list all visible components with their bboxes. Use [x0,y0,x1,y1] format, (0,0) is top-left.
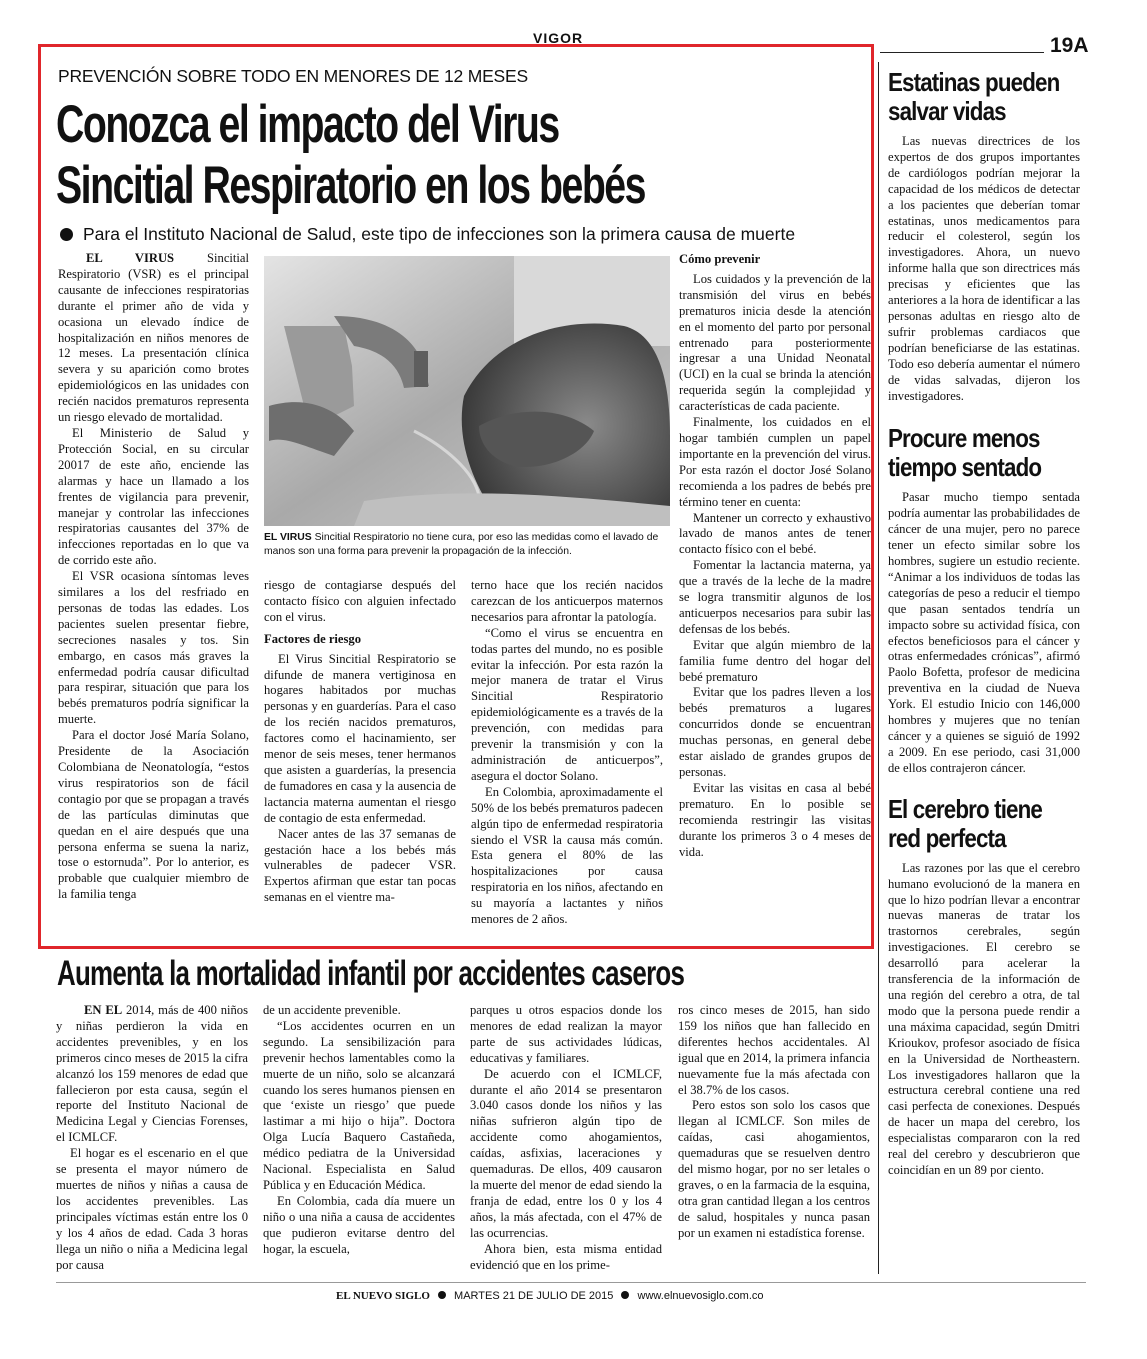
side-story-2 [888,490,1080,776]
sidebar [888,68,1080,1179]
section-name: VIGOR [533,30,584,46]
lead-in: EN EL [84,1003,123,1017]
paragraph: Fomentar la lactancia materna, ya que a través de la leche de la madre se logra transmitir algunos de los anticuerpos necesarios para subir las defensas de los bebés. [679,558,871,636]
subtitle [60,224,795,245]
paragraph: Para el doctor José María Solano, Presidente de la Asociación Colombiana de Neonatología, “estos virus respiratorios son de fácil contagio por que se propagan a través de las partículas diminutas que quedan en el aire después que una persona enferma se suena la nariz, tose o estornuda”. Por lo anterior, es probable que cualquier miembro de la familia tenga [58,728,249,902]
paragraph: Pero estos son solo los casos que llegan al ICMLCF. Son miles de caídas, casi ahogamientos, quemaduras que se resuelven dentro del mismo hogar, por no ser letales o graves, o en la farmacia de la esquina, otra gran cantidad llegan a los centros de salud, hospitales y nunca pasan por un examen ni estadística forense. [678,1098,870,1240]
side-headline-3 [888,795,1053,853]
paragraph: de un accidente prevenible. [263,1003,401,1017]
newspaper-name: EL NUEVO SIGLO [336,1290,430,1302]
main-col-2 [264,578,456,906]
paragraph: “Como el virus se encuentra en todas partes del mundo, no es posible evitar la infección. Por esta razón la mejor manera de tratar el Virus Sincitial Respiratorio epidemiológicamente es a través de la prevención, con medidas para prevenir la transmisión y con la administración de anticuerpos”, asegura el doctor Solano. [471,625,663,783]
page-number: 19A [1050,34,1089,57]
kicker: PREVENCIÓN SOBRE TODO EN MENORES DE 12 MESES [58,66,528,86]
main-col-3 [471,578,663,928]
lead-in: EL VIRUS [86,251,175,265]
paragraph: Los cuidados y la prevención de la transmisión del virus en bebés prematuros inicia desde la atención en el momento del parto por personal entrenado para posteriormente ingresar a una Unidad Neonatal (UCI) en la cual se brinda la atención requerida según la complejidad y características de cada paciente. [679,271,871,414]
paragraph: Evitar que los padres lleven a los bebés prematuros a lugares concurridos donde se encuentran muchas personas, en general debe estar aislado de grandes grupos de personas. [679,685,871,779]
side-story-1 [888,134,1080,404]
footer-date: MARTES 21 DE JULIO DE 2015 [454,1290,614,1302]
headline-line: red perfecta [888,822,1006,853]
side-headline-2 [888,424,1053,482]
paragraph: 2014, más de 400 niños y niñas perdieron la vida en accidentes prevenibles, y en los primeros cinco meses de 2015 la cifra alcanzó los 159 menores de edad que fallecieron por esta causa, según el reporte del Instituto Nacional de Medicina Legal y Ciencias Forenses, el ICMLCF. [56,1003,248,1145]
second-col-3 [470,1003,662,1273]
paragraph: Mantener un correcto y exhaustivo lavado de manos antes de tener contacto físico con el bebé. [679,510,871,557]
paragraph: “Los accidentes ocurren en un segundo. La sensibilización para prevenir hechos lamentables como la muerte de un niño, solo se alcanzará cuando los seres humanos piensen en que ‘existe un riesgo’ que puede lastimar a mi hijo o hija”. Doctora Olga Lucía Baquero Castañeda, médico pediatra de la Universidad Nacional. Especialista en Salud Pública y en Educación Médica. [263,1018,455,1192]
footer-rule [56,1282,1086,1283]
headline-line-1: Conozca el impacto del Virus [56,95,559,154]
paragraph: Finalmente, los cuidados en el hogar también cumplen un papel importante en la prevención del virus. Por esta razón el doctor José Solano recomienda a los padres de bebés pre término tener en cuenta: [679,415,871,509]
paragraph: El Ministerio de Salud y Protección Social, en su circular 20017 de este año, enciende las alarmas y hace un llamado a los frentes de vigilancia para prevenir, manejar y controlar las infecciones respiratorias causantes del 37% de infecciones reportadas en lo que va de corrido este año. [58,425,249,568]
paragraph: Evitar que algún miembro de la familia fume dentro del hogar del bebé prematuro [679,637,871,684]
paragraph: Las nuevas directrices de los expertos de dos grupos importantes de cardiólogos podrían mejorar la capacidad de los médicos de detectar a los pacientes que deberían tomar estatinas, unos medicamentos para reducir el colesterol, según los investigadores. Ahora, un nuevo informe halla que son directrices más precisas y eficientes que las anteriores a la hora de identificar a las personas adultas en riesgo alto de sufrir problemas cardiacos que podrían beneficiarse de las estatinas. Todo eso debería aumentar el número de vidas salvadas, dijeron los investigadores. [888,134,1080,403]
paragraph: Nacer antes de las 37 semanas de gestación hace a los bebés más vulnerables de padecer VSR. Expertos afirman que estar tan pocas semanas en el vientre ma- [264,826,456,905]
subhead-risk-factors: Factores de riesgo [264,631,361,646]
paragraph: De acuerdo con el ICMLCF, durante el año 2014 se presentaron 3.040 casos donde los niños y las niñas sufrieron algún tipo de accidente como ahogamientos, caídas, asfixias, laceraciones y quemaduras. De ellos, 409 causaron la muerte del menor de edad siendo la franja de edad, entre los 0 y los 4 años, la más afectada, con el 47% de las ocurrencias. [470,1066,662,1240]
paragraph: riesgo de contagiarse después del contacto físico con alguien infectado con el virus. [264,578,456,624]
side-headline-1 [888,67,1060,126]
caption-lead: EL VIRUS [264,532,312,543]
footer [336,1290,764,1302]
headline-line: Estatinas pueden [888,67,1060,97]
subtitle-text: Para el Instituto Nacional de Salud, este tipo de infecciones son la primera causa de muerte [83,224,796,244]
paragraph: Pasar mucho tiempo sentada podría aumentar las probabilidades de cáncer de una mujer, pero no parece tener un efecto similar sobre los hombres, sugiere un estudio reciente. “Animar a los individuos de todas las categorías de peso a reducir el tiempo que pasan sentados tendría un impacto sobre su actividad física, con efectos beneficiosos para el cáncer y otras enfermedades crónicas”, afirmó Paolo Bofetta, profesor de medicina preventiva en la ciudad de Nueva York. El estudio Inicio con 146,000 hombres y mujeres que no tenían cáncer y a quienes se siguió de 1992 a 2009. En ese periodo, casi 31,000 de ellos contrajeron cáncer. [888,490,1080,775]
headline-line: Procure menos [888,423,1040,454]
main-col-1 [58,251,249,903]
paragraph: terno hace que los recién nacidos carezcan de los anticuerpos maternos necesarios para afrontar la patología. [471,578,663,624]
paragraph: En Colombia, cada día muere un niño o una niña a causa de accidentes que pudieron evitarse dentro del hogar, la escuela, [263,1193,455,1256]
paragraph: El VSR ocasiona síntomas leves similares a los del resfriado en personas de todas las edades. Los pacientes suelen presentar fiebre, secreciones nasales y tos. Sin embargo, en casos más graves la enfermedad podría causar dificultad para respirar, situación que para los bebés prematuros podría significar la muerte. [58,569,249,727]
sidebar-divider [878,62,879,1274]
second-col-1 [56,1003,248,1273]
headline-line: tiempo sentado [888,452,1042,483]
bullet-icon [438,1291,446,1299]
headline-line: El cerebro tiene [888,793,1043,824]
second-col-2 [263,1003,455,1258]
side-story-3 [888,861,1080,1179]
hand-washing-photo [264,256,670,526]
subhead-how-to-prevent: Cómo prevenir [679,252,761,266]
paragraph: Ahora bien, esta misma entidad evidenció que en los prime- [470,1241,662,1272]
paragraph: ros cinco meses de 2015, han sido 159 los niños que han fallecido en diferentes hechos accidentales. Al igual que en 2014, la primera infancia nuevamente fue la más afectada con el 38.7% de los casos. [678,1003,870,1097]
paragraph: El hogar es el escenario en el que se presenta el mayor número de muertes de niños y niñas a causa de los accidentes prevenibles. Las principales víctimas están entre los 0 y los 4 años de edad. Cada 3 horas llega un niño o niña a Medicina legal por causa [56,1146,248,1272]
paragraph: En Colombia, aproximadamente el 50% de los bebés prematuros padecen algún tipo de enfermedad respiratoria siendo el VSR la causa más común. Esta genera el 80% de las hospitalizaciones por causa respiratoria en los niños, afectando en su mayoría a lactantes y niños menores de 2 años. [471,784,663,927]
bullet-icon [60,228,73,241]
header-rule [880,52,1044,53]
bullet-icon [621,1291,629,1299]
paragraph: parques u otros espacios donde los menores de edad realizan la mayor parte de sus actividades lúdicas, educativas y familiares. [470,1003,662,1065]
second-col-4 [678,1003,870,1242]
caption-text: Sincitial Respiratorio no tiene cura, por eso las medidas como el lavado de manos son una forma para prevenir la propagación de la infección. [264,532,659,557]
paragraph: Las razones por las que el cerebro humano evolucionó de la manera en que lo hizo podrían llevar a encontrar nuevas maneras de tratar los trastornos cerebrales, según investigaciones. El cerebro se desarrolló para acelerar la transferencia de la información de una región del cerebro a otra, de tal modo que la persona puede rendir a una máxima capacidad, según Dmitri Krioukov, profesor asociado de física en la Universidad de Northeastern. Los investigadores hallaron que la estructura cerebral contiene una red casi perfecta de conexiones. Después de hacer un mapa del cerebro, los especialistas compararon con la red real del cerebro y descubrieron que coincidían en un 89 por ciento. [888,860,1080,1177]
footer-url[interactable]: www.elnuevosiglo.com.co [637,1290,764,1302]
paragraph: Sincitial Respiratorio (VSR) es el principal causante de infecciones respiratorias durante el primer año de vida y ocasiona un elevado índice de hospitalización en niños menores de 12 meses. La presentación clínica severa y su aparición como brotes epidemiológicos en las unidades con recién nacidos prematuros representa un riesgo elevado de mortalidad. [58,251,249,425]
headline-line-2: Sincitial Respiratorio en los bebés [56,156,645,215]
photo-illustration [264,256,670,526]
main-col-4 [679,252,871,860]
paragraph: El Virus Sincitial Respiratorio se difunde de manera vertiginosa en hogares habitados por muchas personas y en guarderías. Para el caso de los recién nacidos prematuros, factores como el hacinamiento, ser menor de seis meses, tener hermanos que asisten a guarderías, la presencia de fumadores en casa y la ausencia de lactancia materna aumentan el riesgo de contagio de esta enfermedad. [264,651,456,825]
second-headline: Aumenta la mortalidad infantil por accidentes caseros [57,954,685,993]
photo-caption [264,531,670,559]
paragraph: Evitar las visitas en casa al bebé prematuro. En lo posible se recomienda restringir las visitas durante los primeros 3 o 4 meses de vida. [679,780,871,859]
headline-line: salvar vidas [888,96,1006,126]
